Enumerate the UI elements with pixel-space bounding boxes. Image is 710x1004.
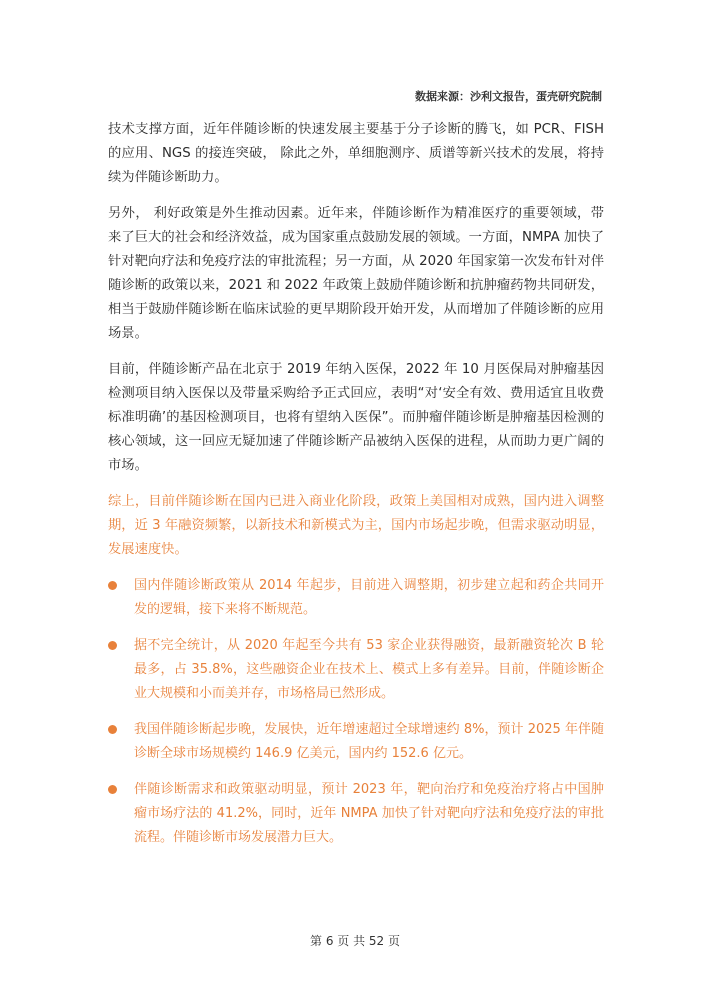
bullet-dot-icon	[108, 725, 117, 734]
summary-paragraph: 综上，目前伴随诊断在国内已进入商业化阶段，政策上美国相对成熟，国内进入调整期，近 3 年融资频繁，以新技术和新模式为主，国内市场起步晚，但需求驱动明显，发展速度快。	[108, 494, 604, 557]
list-item	[108, 718, 604, 766]
paragraph-policy: 另外， 利好政策是外生推动因素。近年来，伴随诊断作为精准医疗的重要领域，带来了巨大的社会和经济效益，成为国家重点鼓励发展的领域。一方面，NMPA 加快了针对靶向疗法和免疫疗法的审批流程；另一方面，从 2020 年国家第一次发布针对伴随诊断的政策以来，2021 和 2022 年政策上鼓励伴随诊断和抗肿瘤药物共同研发，相当于鼓励伴随诊断在临床试验的更早期阶段开始开发，从而增加了伴随诊断的应用场景。	[108, 206, 604, 341]
summary-bullet-list	[108, 574, 604, 850]
page-number: 第 6 页 共 52 页	[310, 934, 400, 948]
list-item	[108, 778, 604, 850]
bullet-text: 国内伴随诊断政策从 2014 年起步，目前进入调整期，初步建立起和药企共同开发的逻辑，接下来将不断规范。	[134, 578, 604, 617]
bullet-text: 我国伴随诊断起步晚，发展快，近年增速超过全球增速约 8%，预计 2025 年伴随诊断全球市场规模约 146.9 亿美元，国内约 152.6 亿元。	[134, 722, 604, 761]
list-item	[108, 574, 604, 622]
bullet-dot-icon	[108, 785, 117, 794]
bullet-dot-icon	[108, 641, 117, 650]
bullet-text: 伴随诊断需求和政策驱动明显，预计 2023 年，靶向治疗和免疫治疗将占中国肿瘤市场疗法的 41.2%，同时，近年 NMPA 加快了针对靶向疗法和免疫疗法的审批流程。伴随诊断市场发展潜力巨大。	[134, 782, 604, 845]
page-body	[108, 118, 604, 862]
data-source-note: 数据来源：沙利文报告，蛋壳研究院制	[415, 90, 602, 103]
bullet-text: 据不完全统计，从 2020 年起至今共有 53 家企业获得融资，最新融资轮次 B 轮最多，占 35.8%，这些融资企业在技术上、模式上多有差异。目前，伴随诊断企业大规模和小而美并存，市场格局已然形成。	[134, 638, 604, 701]
paragraph-insurance: 目前，伴随诊断产品在北京于 2019 年纳入医保，2022 年 10 月医保局对肿瘤基因检测项目纳入医保以及带量采购给予正式回应，表明“对‘安全有效、费用适宜且收费标准明确’的基因检测项目，也将有望纳入医保”。而肿瘤伴随诊断是肿瘤基因检测的核心领域，这一回应无疑加速了伴随诊断产品被纳入医保的进程，从而助力更广阔的市场。	[108, 362, 604, 473]
bullet-dot-icon	[108, 581, 117, 590]
paragraph-tech-support: 技术支撑方面，近年伴随诊断的快速发展主要基于分子诊断的腾飞，如 PCR、FISH 的应用、NGS 的接连突破， 除此之外，单细胞测序、质谱等新兴技术的发展，将持续为伴随诊断助力。	[108, 122, 604, 185]
list-item	[108, 634, 604, 706]
